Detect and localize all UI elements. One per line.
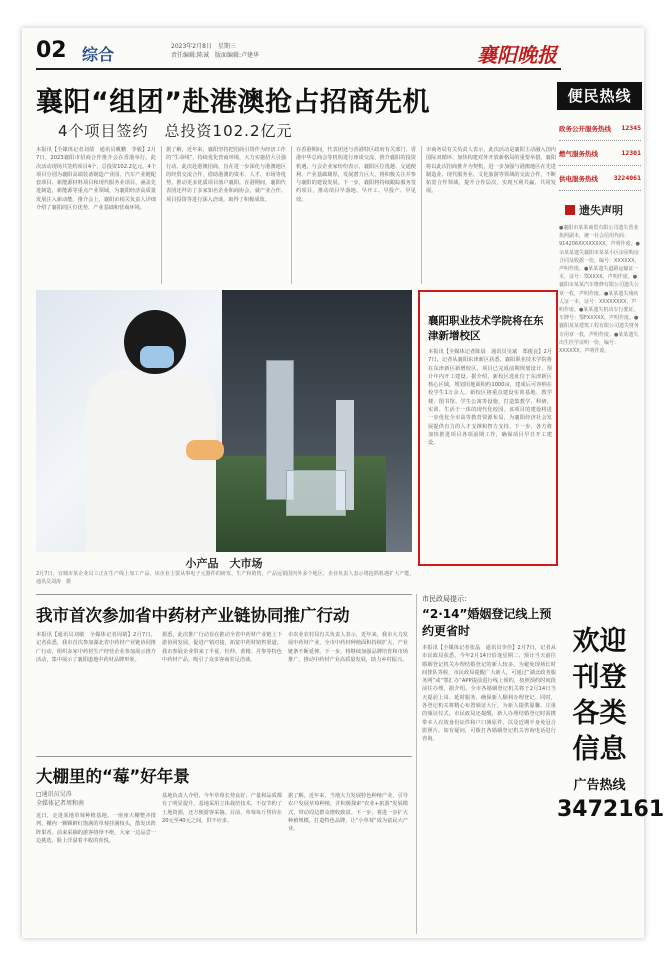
strawberry-column-2: 基地负责人介绍，今年草莓长势良好，产量和品质都有了明显提升。基地采用立体栽培技术，不仅节约了土地资源，还方便游客采摘。目前，草莓每斤售价在20元至40元之间，供不应求。 <box>162 793 282 824</box>
section-name: 综合 <box>82 45 115 64</box>
hotline-row: 燃气服务热线 12301 <box>559 141 641 166</box>
advertisement-box <box>557 624 665 914</box>
lead-subheadline: 4个项目签约 总投资102.2亿元 <box>58 122 293 140</box>
ad-hotline-number: 3472161 <box>557 797 665 822</box>
lead-headline: 襄阳“组团”赴港澳抢占招商先机 <box>36 87 430 118</box>
registration-kicker: 市民政局提示： <box>422 595 471 603</box>
column-divider <box>421 146 422 284</box>
section-divider <box>36 756 412 757</box>
lead-column-2: 据了解，近年来，襄阳坚持把招商引资作为经济工作的“生命线”，持续优化营商环境，大力实施招大引强行动。此次赴港澳招商，旨在进一步深化与港澳地区的经贸交流合作，借助港澳的资本、人才、市场等优势，推动更多优质项目落户襄阳。在港期间，襄阳代表团还拜访了多家知名企业和商协会，就产业合作、项目投资等进行深入洽谈，取得了积极成效。 <box>166 147 286 203</box>
strawberry-story-title: 大棚里的“莓”好年景 <box>36 767 190 786</box>
newspaper-page <box>22 28 665 938</box>
strawberry-byline: □通讯员吴涛 全媒体记者周和南 <box>36 791 85 807</box>
lead-column-1: 本报讯【全媒体记者刘倩 通讯员戴鹏 李毅】2月7日，2023襄阳市招商合作推介会在香港举行。此次活动现场共签约项目4个，总投资102.2亿元。4个项目分别为襄阳高端装备制造产业园、汽车产业链配套项目、新能源材料项目和现代服务业项目，涵盖先进制造、新能源等重点产业领域，为襄阳经济高质量发展注入新动能。推介会上，襄阳市相关负责人详细介绍了襄阳的区位优势、产业基础和营商环境。 <box>36 147 157 212</box>
hotline-title: 便民热线 <box>557 82 642 110</box>
newspaper-logo: 襄阳晚报 <box>477 43 557 67</box>
medicine-story-title: 我市首次参加省中药材产业链协同推广行动 <box>36 606 350 625</box>
boxed-story-body: 本报讯【全媒体记者陈晨 通讯员吴斌 郑俊良】2月7日，记者从襄阳东津新区获悉，襄阳职业技术学院将在东津新区新增校区，项目已完成前期规划设计，预计年内开工建设。据介绍，新校区选址位于东津新区核心区域，规划用地面积约1000亩，建成后可容纳在校学生1万余人。新校区将重点建设实训基地、教学楼、图书馆、学生公寓等设施，打造集教学、科研、实训、生活于一体的现代化校园。该项目的建设将进一步优化全市高等教育资源布局，为襄阳经济社会发展提供有力的人才支撑和智力支持。下一步，各方将加快推进项目各项前期工作，确保项目早日开工建设。 <box>428 349 552 447</box>
medicine-column-2: 据悉，此次推广行动旨在推动全省中药材产业链上下游协同发展，促进产销对接，拓宽中药材销售渠道。我市参展企业带来了半夏、杜仲、黄精、丹参等特色中药材产品，吸引了众多客商驻足洽谈。 <box>162 632 282 663</box>
lost-notice-body: ●襄阳市某某商贸有限公司遗失营业执照副本，统一社会信用代码：914206XXXXXXXX，声明作废。●余某某遗失襄阳市某某小区房屋购房合同及收据一份，编号：XXXXXX，声明作废。●某某遗失道路运输证一本，证号：鄂XXXX，声明作废。●襄阳市某某汽车维修有限公司遗失公章一枚，声明作废。●某某遗失残疾人证一本，证号：XXXXXXXX，声明作废。●某某遗失机动车行驶证，车牌号：鄂FXXXXX，声明作废。●襄阳某某建筑工程有限公司遗失财务专用章一枚，声明作废。●某某遗失出生医学证明一份，编号：XXXXXX，声明作废。 <box>559 225 640 355</box>
square-bullet-icon <box>565 205 575 215</box>
section-divider <box>36 594 412 595</box>
lead-column-3: 在香港期间，代表团还与香港特区政府有关部门、香港中华总商会等机构进行座谈交流，推介襄阳的投资机遇。与会企业家纷纷表示，襄阳区位优越、交通便利、产业基础雄厚，发展潜力巨大，将积极关注并参与襄阳的建设发展。下一步，襄阳将持续跟踪服务签约项目，推动项目早落地、早开工、早投产、早见效。 <box>296 147 416 203</box>
hotline-row: 政务公开服务热线 12345 <box>559 116 641 141</box>
strawberry-column-3: 据了解，近年来，当地大力发展特色种植产业，引导农户发展草莓种植，并积极探索“农业+旅游”发展模式，带动周边群众增收致富。下一步，将进一步扩大种植规模，打造特色品牌，让“小草莓”成为富民大产业。 <box>288 793 408 833</box>
strawberry-column-1: 近日，走进某地草莓种植基地，一座座大棚整齐排列，棚内一颗颗鲜红饱满的草莓挂满枝头，散发出阵阵果香。前来采摘的游客络绎不绝，大家一边品尝一边挑选，脸上洋溢着丰收的喜悦。 <box>36 813 156 844</box>
boxed-story <box>418 290 558 566</box>
photo-caption-title: 小产品 大市场 <box>185 557 263 570</box>
right-rail <box>557 72 665 938</box>
header-meta <box>171 42 259 60</box>
registration-body: 本报讯【全媒体记者张晶 通讯员李佳】2月7日，记者从市民政局获悉，今年2月14日恰逢星期二，预计当天前往婚姻登记机关办理结婚登记的新人较多。为避免现场长时间排队等候，市民政局提醒广大新人，可通过“湖北政务服务网”或“鄂汇办”APP提前进行线上预约，按照预约时间段前往办理。据介绍，全市各婚姻登记机关将于2月14日当天提前上岗、延时服务，确保新人顺利办理登记。同时，各登记机关将精心布置颁证大厅，为新人提供温馨、庄重的颁证仪式。市民政局还提醒，新人办理结婚登记时需携带本人有效身份证件和户口簿原件，以及近期半身免冠合影照片。如有疑问，可拨打各婚姻登记机关咨询电话进行咨询。 <box>422 645 556 743</box>
lost-notice-heading: 遗失声明 <box>557 202 642 220</box>
medicine-column-3: 市农业农村局有关负责人表示，近年来，我市大力发展中药材产业，全市中药材种植面积持续扩大，产业链条不断延伸。下一步，将继续加强品牌培育和市场推广，推动中药材产业高质量发展，助力乡村振兴。 <box>288 632 408 663</box>
hotline-row: 供电服务热线 3224061 <box>559 166 641 191</box>
column-divider <box>161 146 162 284</box>
hotline-list <box>559 116 641 191</box>
date-line: 2023年2月8日 星期三 <box>171 43 236 50</box>
ad-line: 刊登 <box>572 662 627 693</box>
editor-line: 责任编辑:陈诚 版面编辑:卢建华 <box>171 52 260 59</box>
lead-column-4: 市商务局有关负责人表示，此次活动是襄阳主动融入国内国际双循环、加快构建对外开放新格局的重要举措。襄阳将以此次招商推介为契机，进一步加强与港澳地区在先进制造业、现代服务业、文化旅游等领域的交流合作，不断拓宽合作领域，提升合作层次，实现互利共赢、共同发展。 <box>426 147 556 195</box>
worker-figure <box>66 310 206 552</box>
ad-line: 信息 <box>572 734 627 765</box>
boxed-story-title: 襄阳职业技术学院将在东津新增校区 <box>428 315 544 342</box>
column-divider <box>291 146 292 284</box>
page-header <box>36 36 561 70</box>
column-divider <box>416 594 417 934</box>
ad-hotline-label: 广告热线 <box>573 778 626 793</box>
news-photo <box>36 290 412 552</box>
registration-title: “2·14”婚姻登记线上预约更省时 <box>422 607 552 638</box>
photo-caption-text: 2月7日，宜城市某企业员工正在生产线上加工产品。该企业主要从事电子元器件的研发、生产和销售，产品远销国内外多个地区，企业负责人表示将抢抓机遇扩大产能。 通讯员刘涛 摄 <box>36 571 418 585</box>
medicine-column-1: 本报讯【通讯员刘敏 全媒体记者周婧】2月7日，记者获悉，我市首次参加湖北省中药材产业链协同推广行动，组织多家中药材生产经营企业参加展示推介活动，集中展示了襄阳道地中药材品牌形象。 <box>36 632 156 663</box>
ad-line: 各类 <box>572 698 627 729</box>
ad-line: 欢迎 <box>572 626 627 657</box>
page-number: 02 <box>36 38 67 63</box>
